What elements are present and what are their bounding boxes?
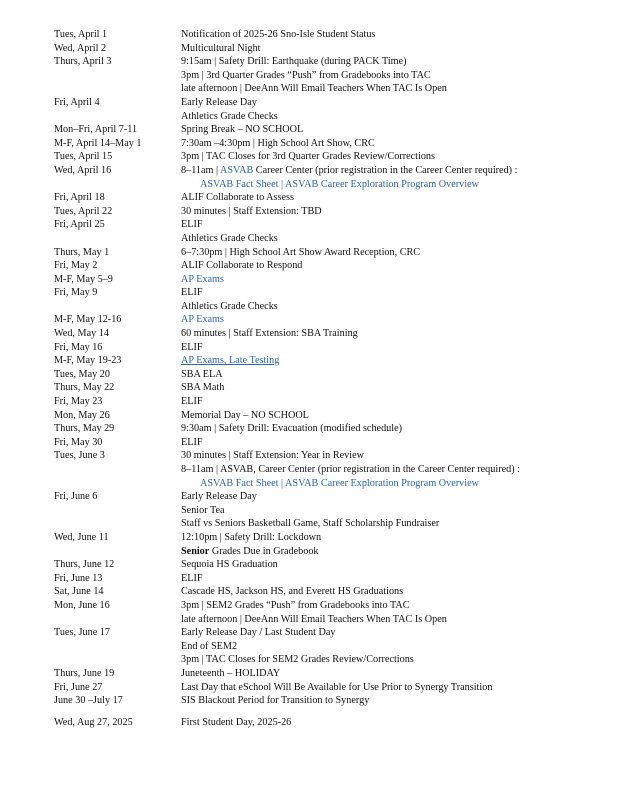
schedule-row xyxy=(54,96,594,110)
event-text: Senior xyxy=(181,545,210,557)
event-description xyxy=(181,599,594,613)
event-description xyxy=(181,517,594,531)
event-description xyxy=(181,69,594,83)
schedule-row xyxy=(54,28,594,42)
event-description xyxy=(181,259,594,273)
event-text: ALIF Collaborate to Respond xyxy=(181,260,303,272)
event-date xyxy=(54,504,181,518)
event-date xyxy=(54,640,181,654)
event-text: Early Release Day / Last Student Day xyxy=(181,627,336,639)
event-date: M-F, May 12-16 xyxy=(54,314,122,326)
event-date: Fri, June 6 xyxy=(54,491,98,503)
event-text: Cascade HS, Jackson HS, and Everett HS Graduations xyxy=(181,586,404,598)
event-date xyxy=(54,110,181,124)
event-date: Fri, June 27 xyxy=(54,681,103,693)
event-date: Wed, April 16 xyxy=(54,164,112,176)
event-link[interactable]: ASVAB Fact Sheet | ASVAB Career Exploration Program Overview xyxy=(200,477,479,489)
event-description xyxy=(181,368,594,382)
schedule-row xyxy=(54,490,594,504)
event-text: 8–11am | ASVAB, Career Center (prior registration in the Career Center required) : xyxy=(181,464,520,475)
schedule-row xyxy=(54,286,594,300)
event-text: 3pm | TAC Closes for 3rd Quarter Grades Review/Corrections xyxy=(181,151,435,163)
event-link[interactable]: AP Exams, Late Testing xyxy=(181,355,280,367)
event-date: Fri, May 30 xyxy=(54,436,103,448)
schedule-row xyxy=(54,572,594,586)
schedule-row xyxy=(54,313,594,327)
event-description xyxy=(181,28,594,42)
event-text: Multicultural Night xyxy=(181,42,261,54)
event-text: late afternoon | DeeAnn Will Email Teachers When TAC Is Open xyxy=(181,613,447,625)
event-description xyxy=(181,613,594,627)
event-description xyxy=(181,42,594,56)
event-description xyxy=(181,585,594,599)
event-date: Thurs, May 1 xyxy=(54,246,110,258)
event-description xyxy=(181,313,594,327)
event-date: Tues, April 15 xyxy=(54,151,113,163)
event-date: Thurs, June 19 xyxy=(54,667,115,679)
event-description xyxy=(181,150,594,164)
event-description xyxy=(181,477,594,491)
event-text: Athletics Grade Checks xyxy=(181,232,278,244)
schedule-table xyxy=(54,28,594,729)
event-text: Senior Tea xyxy=(181,504,225,516)
event-description xyxy=(181,191,594,205)
event-description xyxy=(181,449,594,463)
schedule-row xyxy=(54,558,594,572)
schedule-row xyxy=(54,137,594,151)
event-date xyxy=(54,517,181,531)
event-date: M-F, May 19-23 xyxy=(54,355,122,367)
event-text: ELIF xyxy=(181,287,203,299)
event-text: End of SEM2 xyxy=(181,640,238,652)
event-date: Fri, June 13 xyxy=(54,572,103,584)
event-date xyxy=(54,69,181,83)
schedule-row xyxy=(54,191,594,205)
event-description xyxy=(181,409,594,423)
event-text: 12:10pm | Safety Drill: Lockdown xyxy=(181,531,322,543)
schedule-row xyxy=(54,150,594,164)
schedule-row xyxy=(54,409,594,423)
schedule-row xyxy=(54,504,594,518)
schedule-row xyxy=(54,667,594,681)
event-text: Juneteenth – HOLIDAY xyxy=(181,667,281,679)
event-description xyxy=(181,327,594,341)
event-date: Tues, May 20 xyxy=(54,368,110,380)
event-date: Tues, April 1 xyxy=(54,29,108,40)
event-date: Thurs, May 29 xyxy=(54,423,115,435)
schedule-row xyxy=(54,327,594,341)
event-date: Wed, June 11 xyxy=(54,531,109,543)
event-text: SIS Blackout Period for Transition to Synergy xyxy=(181,695,370,707)
event-description xyxy=(181,205,594,219)
event-text: ELIF xyxy=(181,572,203,584)
event-description xyxy=(181,716,594,730)
schedule-row xyxy=(54,716,594,730)
event-date: Tues, April 22 xyxy=(54,205,113,217)
event-text: First Student Day, 2025-26 xyxy=(181,716,292,728)
schedule-row xyxy=(54,381,594,395)
event-link[interactable]: AP Exams xyxy=(181,314,224,326)
event-text: Spring Break – NO SCHOOL xyxy=(181,124,304,136)
event-text: 3pm | TAC Closes for SEM2 Grades Review/Corrections xyxy=(181,654,414,666)
event-date xyxy=(54,477,181,491)
event-description xyxy=(181,653,594,667)
event-text: Athletics Grade Checks xyxy=(181,110,278,122)
event-text: 9:30am | Safety Drill: Evacuation (modified schedule) xyxy=(181,423,403,435)
event-description xyxy=(181,681,594,695)
event-date xyxy=(54,300,181,314)
schedule-row xyxy=(54,259,594,273)
schedule-row xyxy=(54,42,594,56)
schedule-row xyxy=(54,531,594,545)
event-description xyxy=(181,123,594,137)
event-text: 60 minutes | Staff Extension: SBA Training xyxy=(181,328,358,340)
event-description xyxy=(181,463,594,477)
schedule-row xyxy=(54,585,594,599)
schedule-row xyxy=(54,205,594,219)
event-description xyxy=(181,667,594,681)
event-text: ELIF xyxy=(181,341,203,353)
event-description xyxy=(181,626,594,640)
schedule-row xyxy=(54,218,594,232)
event-description xyxy=(181,640,594,654)
schedule-row xyxy=(54,300,594,314)
event-description xyxy=(181,354,594,368)
event-text: Last Day that eSchool Will Be Available for Use Prior to Synergy Transition xyxy=(181,681,493,693)
event-description xyxy=(181,694,594,708)
event-date xyxy=(54,82,181,96)
event-date: Fri, April 25 xyxy=(54,219,105,231)
event-date: Mon, May 26 xyxy=(54,409,110,421)
event-date: Fri, May 2 xyxy=(54,260,98,272)
event-text: ELIF xyxy=(181,219,203,231)
schedule-row xyxy=(54,422,594,436)
schedule-row xyxy=(54,694,594,708)
event-description xyxy=(181,300,594,314)
event-description xyxy=(181,490,594,504)
event-date: Fri, April 4 xyxy=(54,96,100,108)
schedule-row xyxy=(54,178,594,192)
schedule-row xyxy=(54,613,594,627)
event-description xyxy=(181,110,594,124)
event-description xyxy=(181,137,594,151)
event-description xyxy=(181,545,594,559)
event-description xyxy=(181,273,594,287)
event-text: 30 minutes | Staff Extension: TBD xyxy=(181,205,322,217)
event-date: Fri, May 23 xyxy=(54,396,103,408)
event-date xyxy=(54,653,181,667)
event-description xyxy=(181,232,594,246)
schedule-row xyxy=(54,55,594,69)
event-text: ELIF xyxy=(181,436,203,448)
event-text: Notification of 2025-26 Sno-Isle Student Status xyxy=(181,29,376,40)
schedule-row xyxy=(54,273,594,287)
event-description xyxy=(181,422,594,436)
event-text: Grades Due in Gradebook xyxy=(209,545,319,557)
event-date xyxy=(54,178,181,192)
event-text: Early Release Day xyxy=(181,491,257,503)
event-description xyxy=(181,381,594,395)
schedule-row xyxy=(54,681,594,695)
schedule-row xyxy=(54,653,594,667)
event-text: Early Release Day xyxy=(181,96,257,108)
event-date: Tues, June 17 xyxy=(54,627,110,639)
event-description xyxy=(181,178,594,192)
event-text: 9:15am | Safety Drill: Earthquake (during PACK Time) xyxy=(181,56,407,68)
event-date: Sat, June 14 xyxy=(54,586,104,598)
event-description xyxy=(181,55,594,69)
event-description xyxy=(181,96,594,110)
schedule-row xyxy=(54,368,594,382)
event-date: M-F, May 5–9 xyxy=(54,273,113,285)
schedule-row xyxy=(54,477,594,491)
schedule-row xyxy=(54,463,594,477)
event-date: Thurs, May 22 xyxy=(54,382,115,394)
event-text: Memorial Day – NO SCHOOL xyxy=(181,409,309,421)
schedule-row xyxy=(54,395,594,409)
event-text: Staff vs Seniors Basketball Game, Staff Scholarship Fundraiser xyxy=(181,518,440,530)
schedule-row xyxy=(54,82,594,96)
schedule-row xyxy=(54,626,594,640)
event-date: Fri, May 16 xyxy=(54,341,103,353)
schedule-row xyxy=(54,354,594,368)
event-date: Mon, June 16 xyxy=(54,599,110,611)
event-date: M-F, April 14–May 1 xyxy=(54,137,142,149)
schedule-row xyxy=(54,341,594,355)
event-text: 8–11am | xyxy=(181,164,221,176)
event-text: 3pm | SEM2 Grades “Push” from Gradebooks into TAC xyxy=(181,599,410,611)
event-link[interactable]: AP Exams xyxy=(181,273,224,285)
event-text: Sequoia HS Graduation xyxy=(181,559,278,571)
schedule-row xyxy=(54,246,594,260)
schedule-row xyxy=(54,640,594,654)
event-text: 30 minutes | Staff Extension: Year in Review xyxy=(181,450,364,462)
event-text: 3pm | 3rd Quarter Grades “Push” from Gradebooks into TAC xyxy=(181,69,431,81)
schedule-row xyxy=(54,449,594,463)
event-date: Fri, April 18 xyxy=(54,192,105,204)
event-date xyxy=(54,613,181,627)
event-text: Career Center (prior registration in the Career Center required) : xyxy=(253,164,518,176)
event-date: Tues, June 3 xyxy=(54,450,105,462)
event-text: ELIF xyxy=(181,396,203,408)
event-text: Athletics Grade Checks xyxy=(181,300,278,312)
event-description xyxy=(181,504,594,518)
event-description xyxy=(181,82,594,96)
schedule-row xyxy=(54,517,594,531)
event-date: Thurs, April 3 xyxy=(54,56,112,68)
event-description xyxy=(181,572,594,586)
schedule-row xyxy=(54,164,594,178)
event-description xyxy=(181,436,594,450)
event-date: Mon–Fri, April 7-11 xyxy=(54,124,138,136)
event-description xyxy=(181,395,594,409)
event-text: late afternoon | DeeAnn Will Email Teachers When TAC Is Open xyxy=(181,83,447,95)
event-link[interactable]: ASVAB Fact Sheet | ASVAB Career Exploration Program Overview xyxy=(200,178,479,190)
event-text: 6–7:30pm | High School Art Show Award Reception, CRC xyxy=(181,246,421,258)
event-text: ALIF Collaborate to Assess xyxy=(181,192,294,204)
schedule-row xyxy=(54,232,594,246)
event-description xyxy=(181,218,594,232)
event-date: Wed, May 14 xyxy=(54,328,109,340)
schedule-row xyxy=(54,599,594,613)
event-date: Fri, May 9 xyxy=(54,287,98,299)
event-link[interactable]: ASVAB xyxy=(220,164,254,176)
schedule-row xyxy=(54,123,594,137)
event-description xyxy=(181,531,594,545)
schedule-row xyxy=(54,69,594,83)
event-description xyxy=(181,246,594,260)
event-date xyxy=(54,463,181,477)
event-date: Thurs, June 12 xyxy=(54,559,115,571)
event-date: June 30 –July 17 xyxy=(54,695,123,707)
event-date: Wed, Aug 27, 2025 xyxy=(54,716,133,728)
schedule-row xyxy=(54,436,594,450)
event-date xyxy=(54,232,181,246)
event-date: Wed, April 2 xyxy=(54,42,107,54)
event-text: 7:30am –4:30pm | High School Art Show, CRC xyxy=(181,137,375,149)
event-description xyxy=(181,558,594,572)
schedule-row xyxy=(54,110,594,124)
event-description xyxy=(181,286,594,300)
event-description xyxy=(181,341,594,355)
event-date xyxy=(54,545,181,559)
event-text: SBA Math xyxy=(181,382,225,394)
event-description xyxy=(181,164,594,178)
event-text: SBA ELA xyxy=(181,368,223,380)
schedule-row xyxy=(54,545,594,559)
